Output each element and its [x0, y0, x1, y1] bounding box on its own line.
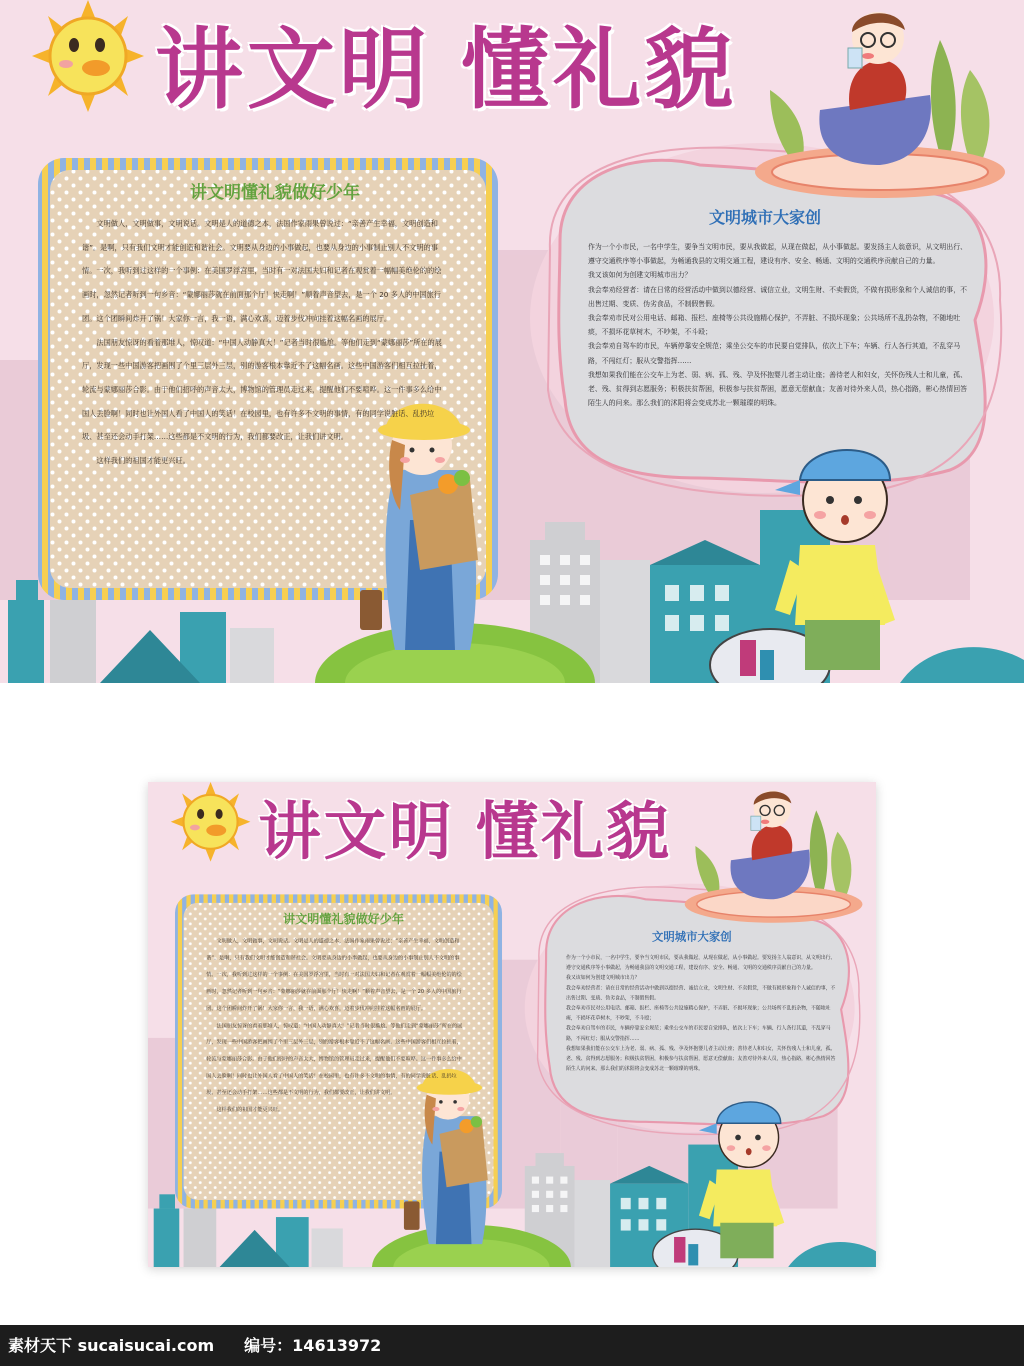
girl-on-mat-illustration [685, 791, 863, 923]
title-part-2: 懂礼貌 [461, 18, 738, 121]
left-paragraph: 法国朋友惊讶的看着那堆人，惊叹道：“中国人动静真大！”记者当时很尴尬。等他们走到“蒙娜丽莎”所在的展厅，发现一些中国游客把画围了个里三层外三层，别的游客根本靠近不了这幅名画。这些中国游客们相互拉扯着，轮流与蒙娜丽莎合影。由于他们招呼的声音太大，博物馆的管理员走过来，提醒他们不要喧哗。这一件事多么给中国人丢脸啊！同时也让外国人看了中国人的笑话！在校园里，也有许多不文明的事情，有的同学说脏话、乱扔垃圾、甚至还会动手打架……这些都是不文明的行为，我们都要改正，让我们讲文明。 [82, 337, 442, 442]
poster-small [148, 782, 876, 1267]
right-paragraph: 作为一个小市民，一名中学生，要争当文明市民，要从我做起，从现在做起，从小事做起。要发扬主人翁意识，从文明出行、遵守交通秩序等小事做起，为畅通我县的文明交通工程，建设有序、安全、畅通、文明的交通秩序贡献自己的力量。 [588, 243, 967, 266]
left-paragraph: 这样我们的祖国才能更兴旺。 [96, 456, 190, 466]
poster-title [258, 782, 672, 872]
right-paragraph: 我又该如何为创建文明城市出力？ [588, 271, 692, 280]
right-paragraph: 我会奉劝自驾车的市民，车辆停靠安全规范；乘坐公交车的市民要自觉排队，依次上下车；车辆、行人各行其道，不乱穿马路，不闯红灯；服从交警指挥…… [566, 1025, 831, 1042]
left-panel-title: 讲文明懂礼貌做好少年 [283, 912, 404, 927]
right-paragraph: 我想如果我们能在公交车上为老、弱、病、孤、残、孕及怀抱婴儿者主动让座；善待老人和妇女，关怀伤残人士和儿童，孤、老、残、贫得到志愿服务；积极扶贫帮困，积极参与扶贫帮困，愿意无偿献血；友善对待外来人员，热心指路，彬心热情回答陌生人的问来。那么我们的沭阳将会变成苏北一颗璀璨的明珠。 [566, 1045, 836, 1072]
right-paragraph: 作为一个小市民，一名中学生，要争当文明市民，要从我做起，从现在做起，从小事做起。要发扬主人翁意识，从文明出行、遵守交通秩序等小事做起，为畅通我县的文明交通工程，建设有序、安全、畅通、文明的交通秩序贡献自己的力量。 [566, 954, 836, 971]
title-part-1: 讲文明 [155, 18, 432, 121]
title-part-2: 懂礼貌 [475, 794, 672, 869]
right-paragraph: 我会奉劝市民对公用电话、邮箱、报栏、座椅等公共设施精心保护，不弄脏、不损坏现象；公共场所不乱扔杂物，不随地吐痰，不损坏花草树木，不吵架，不斗殴； [588, 314, 961, 337]
left-panel-body [206, 933, 462, 1118]
right-paragraph: 我会奉劝经营者：请在日常的经营活动中做到以德经营、诚信立业，文明生财、不卖假货，不做有损形象和个人诚信的事，不出售过期、变质、伪劣食品，不制假售假。 [566, 985, 836, 1001]
watermark-bar [0, 1325, 1024, 1366]
right-panel-title: 文明城市大家创 [708, 208, 821, 227]
left-paragraph: 法国朋友惊讶的看着那堆人，惊叹道：“中国人动静真大！”记者当时很尴尬。等他们走到“蒙娜丽莎”所在的展厅，发现一些中国游客把画围了个里三层外三层，别的游客根本靠近不了这幅名画。这些中国游客们相互拉扯着，轮流与蒙娜丽莎合影。由于他们招呼的声音太大，博物馆的管理员走过来，提醒他们不要喧哗。这一件事多么给中国人丢脸啊！同时也让外国人看了中国人的笑话！在校园里，也有许多不文明的事情，有的同学说脏话、乱扔垃圾、甚至还会动手打架……这些都是不文明的行为，我们都要改正，让我们讲文明。 [206, 1021, 463, 1096]
title-part-1: 讲文明 [258, 794, 455, 869]
right-paragraph: 我会奉劝自驾车的市民，车辆停靠安全规范；乘坐公交车的市民要自觉排队，依次上下车；车辆、行人各行其道，不乱穿马路，不闯红灯；服从交警指挥…… [588, 342, 961, 365]
left-paragraph: 这样我们的祖国才能更兴旺。 [216, 1106, 283, 1113]
watermark-id: 编号：14613972 [244, 1336, 382, 1355]
right-paragraph: 我会奉劝市民对公用电话、邮箱、报栏、座椅等公共设施精心保护，不弄脏、不损坏现象；公共场所不乱扔杂物，不随地吐痰，不损坏花草树木，不吵架，不斗殴； [566, 1005, 831, 1022]
sun-icon [32, 0, 144, 112]
sun-icon [171, 782, 251, 862]
watermark-site: 素材天下 sucaisucai.com [8, 1336, 215, 1355]
poster-small-content [148, 782, 876, 1267]
girl-on-mat-illustration [755, 12, 1005, 198]
right-paragraph: 我又该如何为创建文明城市出力？ [566, 974, 640, 981]
poster-title [155, 0, 737, 126]
right-paragraph: 我会奉劝经营者：请在日常的经营活动中做到以德经营、诚信立业，文明生财、不卖假货，不做有损形象和个人诚信的事，不出售过期、变质、伪劣食品，不制假售假。 [588, 285, 967, 308]
left-panel-body [82, 212, 442, 473]
right-paragraph: 我想如果我们能在公交车上为老、弱、病、孤、残、孕及怀抱婴儿者主动让座；善待老人和妇女，关怀伤残人士和儿童，孤、老、残、贫得到志愿服务；积极扶贫帮困，积极参与扶贫帮困，愿意无偿献血；友善对待外来人员，热心指路，彬心热情回答陌生人的问来。那么我们的沭阳将会变成苏北一颗璀璨的明珠。 [588, 370, 967, 408]
left-paragraph: 文明做人，文明做事，文明说话。文明是人的道德之本，法国作家雨果曾说过：“亲善产生幸福，文明创造和谐”。是啊，只有我们文明才能创造和谐社会。文明要从身边的小事做起，也要从身边的小事制止别人不文明的事情。一次，我听到过这样的一个事例：在美国罗浮宫里，当时有一对法国夫妇和记者在观赏着一幅幅美绝伦的的绘画时，忽然记者听到一句乡音：“蒙娜丽莎就在前面那个厅！快走啊！”顺着声音望去，是一个 20 多人的中国旅行团。这个团瞬间炸开了锅！大家你一言，我一语，满心欢喜，迈着步伐冲向挂着这幅名画的展厅。 [82, 219, 442, 323]
right-panel-title: 文明城市大家创 [652, 929, 732, 944]
right-panel-body [566, 953, 836, 1074]
left-paragraph: 文明做人，文明做事，文明说话。文明是人的道德之本，法国作家雨果曾说过：“亲善产生幸福，文明创造和谐”。是啊，只有我们文明才能创造和谐社会。文明要从身边的小事做起，也要从身边的小事制止别人不文明的事情。一次，我听到过这样的一个事例：在美国罗浮宫里，当时有一对法国夫妇和记者在观赏着一幅幅美绝伦的的绘画时，忽然记者听到一句乡音：“蒙娜丽莎就在前面那个厅！快走啊！”顺着声音望去，是一个 20 多人的中国旅行团。这个团瞬间炸开了锅！大家你一言，我一语，满心欢喜，迈着步伐冲向挂着这幅名画的展厅。 [206, 937, 462, 1012]
left-panel-title: 讲文明懂礼貌做好少年 [190, 183, 360, 203]
right-panel-body [588, 240, 968, 410]
